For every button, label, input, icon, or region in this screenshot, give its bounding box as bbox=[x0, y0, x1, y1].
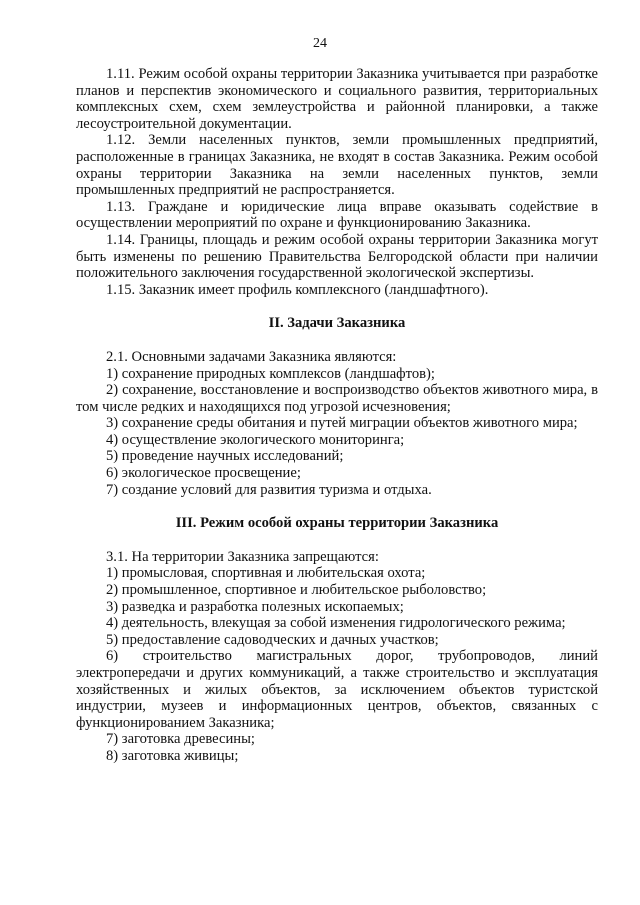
paragraph-1-13: 1.13. Граждане и юридические лица вправе оказывать содействие в осуществлении мероприятий по охране и функционированию Заказника. bbox=[76, 198, 598, 232]
paragraph-1-11: 1.11. Режим особой охраны территории Заказника учитывается при разработке планов и перспектив экономического и социального развития, территориальных комплексных схем, схем землеустройства и районной планировки, а также лесоустроительной документации. bbox=[76, 66, 598, 132]
paragraph-3-1: 3.1. На территории Заказника запрещаются: bbox=[106, 548, 379, 565]
paragraph-2-1: 2.1. Основными задачами Заказника являются: bbox=[106, 348, 397, 365]
paragraph-1-12: 1.12. Земли населенных пунктов, земли промышленных предприятий, расположенные в границах Заказника, не входят в состав Заказника. Режим особой охраны территории Заказника на земли населенных пунктов, земли промышленных предприятий не распространяется. bbox=[76, 132, 598, 199]
list-item-task-3: 3) сохранение среды обитания и путей миграции объектов животного мира; bbox=[106, 415, 578, 432]
list-item-task-1: 1) сохранение природных комплексов (ландшафтов); bbox=[106, 365, 435, 382]
list-item-ban-5: 5) предоставление садоводческих и дачных участков; bbox=[106, 631, 439, 648]
paragraph-1-14: 1.14. Границы, площадь и режим особой охраны территории Заказника могут быть изменены по решению Правительства Белгородской области при наличии положительного заключения государственной экологической экспертизы. bbox=[76, 231, 598, 282]
list-item-ban-8: 8) заготовка живицы; bbox=[106, 747, 239, 764]
list-item-ban-7: 7) заготовка древесины; bbox=[106, 731, 255, 748]
list-item-task-2: 2) сохранение, восстановлeние и воспроизводство объектов животного мира, в том числе редких и находящихся под угрозой исчезновения; bbox=[76, 382, 598, 415]
paragraph-1-15: 1.15. Заказник имеет профиль комплексного (ландшафтного). bbox=[106, 281, 489, 298]
list-item-ban-3: 3) разведка и разработка полезных ископаемых; bbox=[106, 598, 404, 615]
list-item-task-7: 7) создание условий для развития туризма и отдыха. bbox=[106, 481, 432, 498]
section-heading-protection-regime: III. Режим особой охраны территории Заказника bbox=[175, 515, 499, 532]
list-item-ban-4: 4) деятельность, влекущая за собой изменения гидрологического режима; bbox=[106, 615, 566, 632]
page-number: 24 bbox=[313, 36, 327, 51]
list-item-task-4: 4) осуществление экологического мониторинга; bbox=[106, 431, 405, 448]
list-item-ban-2: 2) промышленное, спортивное и любительское рыболовство; bbox=[106, 582, 487, 599]
section-heading-tasks: II. Задачи Заказника bbox=[268, 315, 406, 332]
list-item-ban-6: 6) строительство магистральных дорог, трубопроводов, линий электропередачи и других коммуникаций, а также строительство и эксплуатация хозяйственных и жилых объектов, за исключением объектов туристской индустрии, музеев и информационных центров, объектов, связанных с функционированием Заказника; bbox=[76, 648, 598, 731]
list-item-ban-1: 1) промысловая, спортивная и любительская охота; bbox=[106, 565, 426, 582]
document-body bbox=[76, 66, 598, 765]
list-item-task-6: 6) экологическое просвещение; bbox=[106, 465, 301, 482]
list-item-task-5: 5) проведение научных исследований; bbox=[106, 448, 344, 465]
